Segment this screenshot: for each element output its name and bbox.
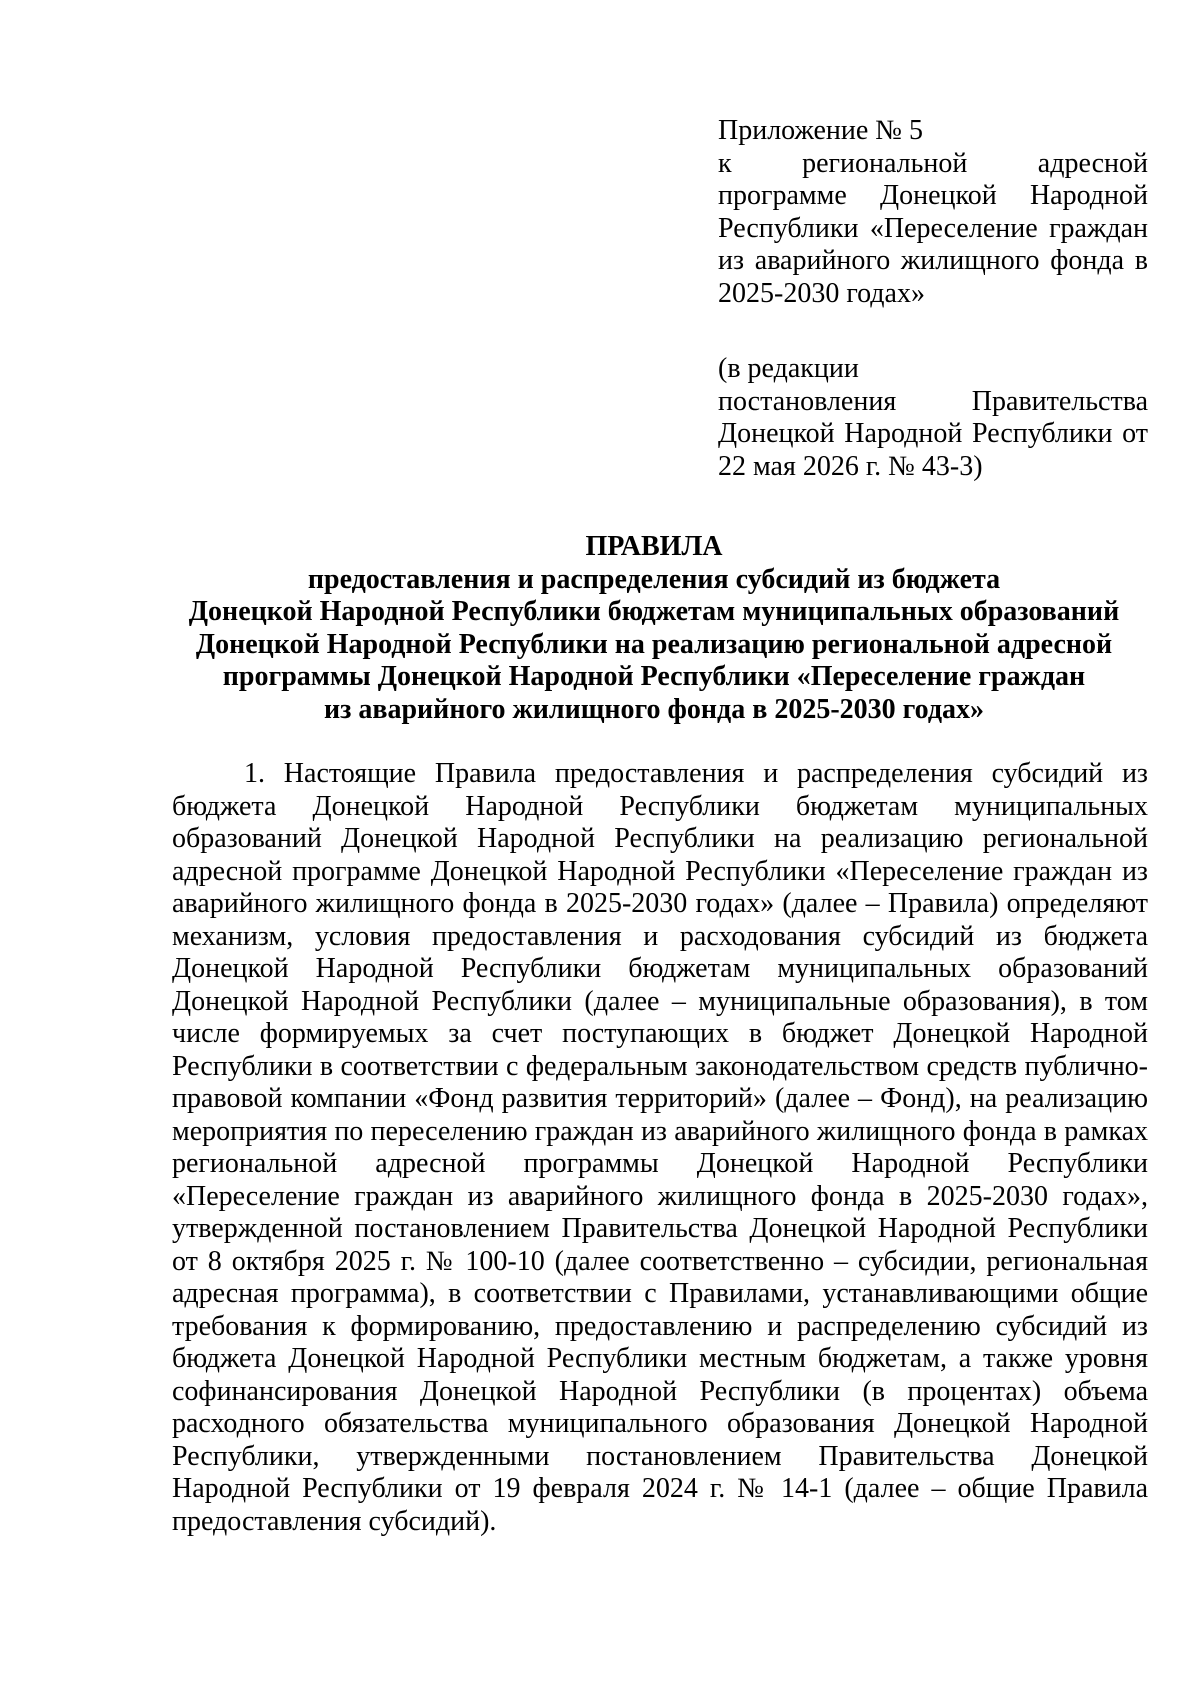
appendix-spacer (718, 310, 1148, 353)
appendix-reference: к региональной адресной программе Донецкой Народной Республики «Переселение граждан из аварийного жилищного фонда в 2025-2030 годах» (718, 147, 1148, 309)
title-heading: ПРАВИЛА (585, 531, 723, 562)
document-body (172, 758, 1148, 1538)
edition-reference: постановления Правительства Донецкой Народной Республики от 22 мая 2026 г. № 43-3) (718, 385, 1148, 482)
title-line: программы Донецкой Народной Республики «Переселение граждан (222, 661, 1086, 692)
title-line: предоставления и распределения субсидий из бюджета (307, 563, 1001, 595)
edition-label: (в редакции (718, 353, 859, 384)
title-line: Донецкой Народной Республики бюджетам муниципальных образований (188, 596, 1120, 627)
appendix-block (718, 115, 1148, 483)
document-title (160, 531, 1148, 726)
paragraph-1: 1. Настоящие Правила предоставления и распределения субсидий из бюджета Донецкой Народной Республики бюджетам муниципальных образований Донецкой Народной Республики на реализацию региональной адресной программе Донецкой Народной Республики «Переселение граждан из аварийного жилищного фонда в 2025-2030 годах» (далее – Правила) определяют механизм, условия предоставления и расходования субсидий из бюджета Донецкой Народной Республики бюджетам муниципальных образований Донецкой Народной Республики (далее – муниципальные образования), в том числе формируемых за счет поступающих в бюджет Донецкой Народной Республики в соответствии с федеральным законодательством средств публично-правовой компании «Фонд развития территорий» (далее – Фонд), на реализацию мероприятия по переселению граждан из аварийного жилищного фонда в рамках региональной адресной программы Донецкой Народной Республики «Переселение граждан из аварийного жилищного фонда в 2025-2030 годах», утвержденной постановлением Правительства Донецкой Народной Республики от 8 октября 2025 г. № 100-10 (далее соответственно – субсидии, региональная адресная программа), в соответствии с Правилами, устанавливающими общие требования к формированию, предоставлению и распределению субсидий из бюджета Донецкой Народной Республики местным бюджетам, а также уровня софинансирования Донецкой Народной Республики (в процентах) объема расходного обязательства муниципального образования Донецкой Народной Республики, утвержденными постановлением Правительства Донецкой Народной Республики от 19 февраля 2024 г. № 14-1 (далее – общие Правила предоставления субсидий). (172, 758, 1148, 1537)
title-line: Донецкой Народной Республики на реализацию региональной адресной (195, 628, 1113, 660)
title-line: из аварийного жилищного фонда в 2025-2030 годах» (323, 693, 985, 725)
appendix-number: Приложение № 5 (718, 115, 923, 146)
